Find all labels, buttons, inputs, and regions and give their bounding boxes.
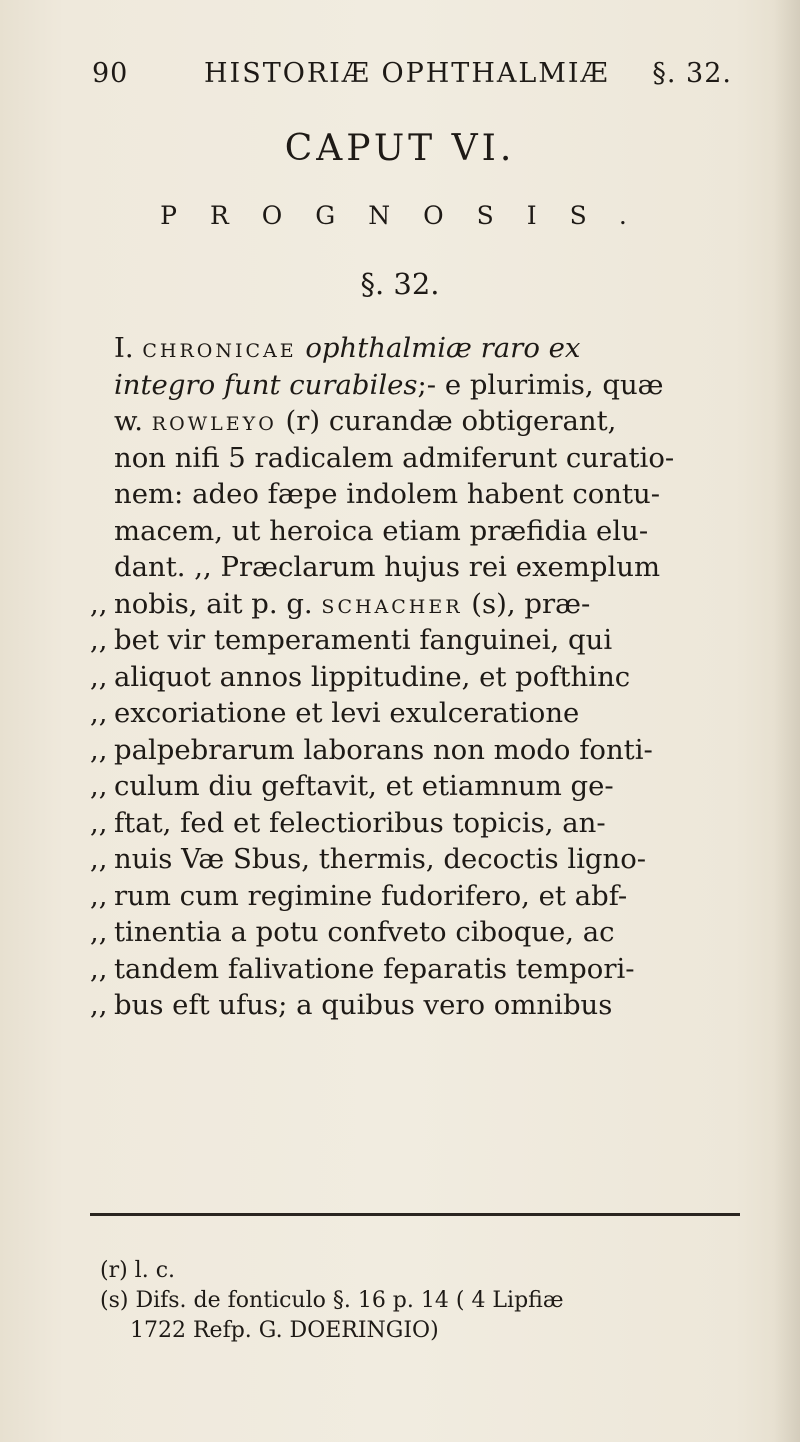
text-run: bus eft ufus; a quibus vero omnibus: [114, 989, 613, 1021]
text-line: [90, 513, 740, 550]
text-run: (s), præ-: [462, 587, 591, 620]
text-run: nem: adeo fæpe indolem habent contu-: [114, 478, 661, 510]
text-line: [90, 549, 740, 586]
quote-mark: ,,: [90, 952, 108, 985]
footnote-rule: [90, 1213, 740, 1216]
text-run: nuis Væ Sbus, thermis, decoctis ligno-: [114, 843, 647, 875]
text-line: [90, 440, 740, 477]
quote-mark: ,,: [90, 879, 108, 912]
quote-mark: ,,: [90, 989, 108, 1021]
text-run: bet vir temperamenti fanguinei, qui: [114, 624, 613, 656]
text-run: w.: [114, 405, 152, 437]
text-line: [90, 878, 740, 915]
text-run: tinentia a potu confveto ciboque, ac: [114, 916, 615, 948]
quote-mark: ,,: [90, 624, 108, 656]
text-line: [90, 622, 740, 659]
text-run: schacher: [321, 587, 463, 620]
footnote: 1722 Refp. G. DOERINGIO): [130, 1318, 439, 1343]
text-run: palpebrarum laborans non modo fonti-: [114, 733, 653, 766]
text-line: [90, 914, 740, 951]
text-line: [90, 768, 740, 805]
text-run: dant. ,, Præclarum hujus rei exemplum: [114, 551, 661, 583]
text-run: rum cum regimine fudorifero, et abf-: [114, 879, 628, 912]
text-run: ophthalmiæ raro ex: [296, 332, 581, 364]
text-run: rowleyo: [151, 405, 277, 437]
text-line: [90, 330, 740, 367]
text-line: [90, 732, 740, 769]
quote-mark: ,,: [90, 843, 108, 875]
text-run: chronicae: [142, 332, 297, 364]
quote-mark: ,,: [90, 733, 108, 766]
chapter-title: CAPUT VI.: [284, 128, 516, 169]
text-run: culum diu geftavit, et etiamnum ge-: [114, 770, 614, 802]
page-number: 90: [92, 58, 129, 89]
text-line: [90, 586, 740, 623]
text-run: excoriatione et levi exulceratione: [114, 697, 580, 729]
text-run: non nifi 5 radicalem admiferunt curatio-: [114, 441, 675, 474]
text-line: [90, 403, 740, 440]
text-run: ftat, fed et felectioribus topicis, an-: [114, 806, 606, 839]
text-run: I.: [114, 332, 143, 364]
quote-mark: ,,: [90, 770, 108, 802]
text-run: ;- e plurimis, quæ: [417, 368, 664, 401]
text-run: nobis, ait p. g.: [114, 587, 322, 620]
text-run: aliquot annos lippitudine, et pofthinc: [114, 660, 631, 693]
text-line: [90, 987, 740, 1024]
quote-mark: ,,: [90, 660, 108, 693]
section-mark: §. 32.: [360, 267, 440, 301]
quote-mark: ,,: [90, 916, 108, 948]
footnote: (r) l. c.: [100, 1258, 176, 1283]
body-text: [90, 330, 740, 1024]
text-run: integro funt curabiles: [114, 368, 418, 401]
running-header: [92, 58, 732, 98]
text-run: macem, ut heroica etiam præfidia elu-: [114, 514, 649, 547]
quote-mark: ,,: [90, 806, 108, 839]
chapter-subtitle: PROGNOSIS.: [160, 201, 660, 230]
text-line: [90, 805, 740, 842]
text-line: [90, 841, 740, 878]
quote-mark: ,,: [90, 697, 108, 729]
text-line: [90, 476, 740, 513]
text-line: [90, 659, 740, 696]
text-line: [90, 367, 740, 404]
text-run: tandem falivatione feparatis tempori-: [114, 952, 635, 985]
footnote: (s) Difs. de fonticulo §. 16 p. 14 ( 4 Lipfiæ: [100, 1288, 564, 1313]
running-title: HISTORIÆ OPHTHALMIÆ: [204, 58, 610, 89]
footnotes: [100, 1256, 740, 1346]
text-line: [90, 951, 740, 988]
text-run: (r) curandæ obtigerant,: [276, 405, 617, 437]
header-section-number: §. 32.: [652, 58, 732, 89]
text-line: [90, 695, 740, 732]
quote-mark: ,,: [90, 587, 108, 620]
